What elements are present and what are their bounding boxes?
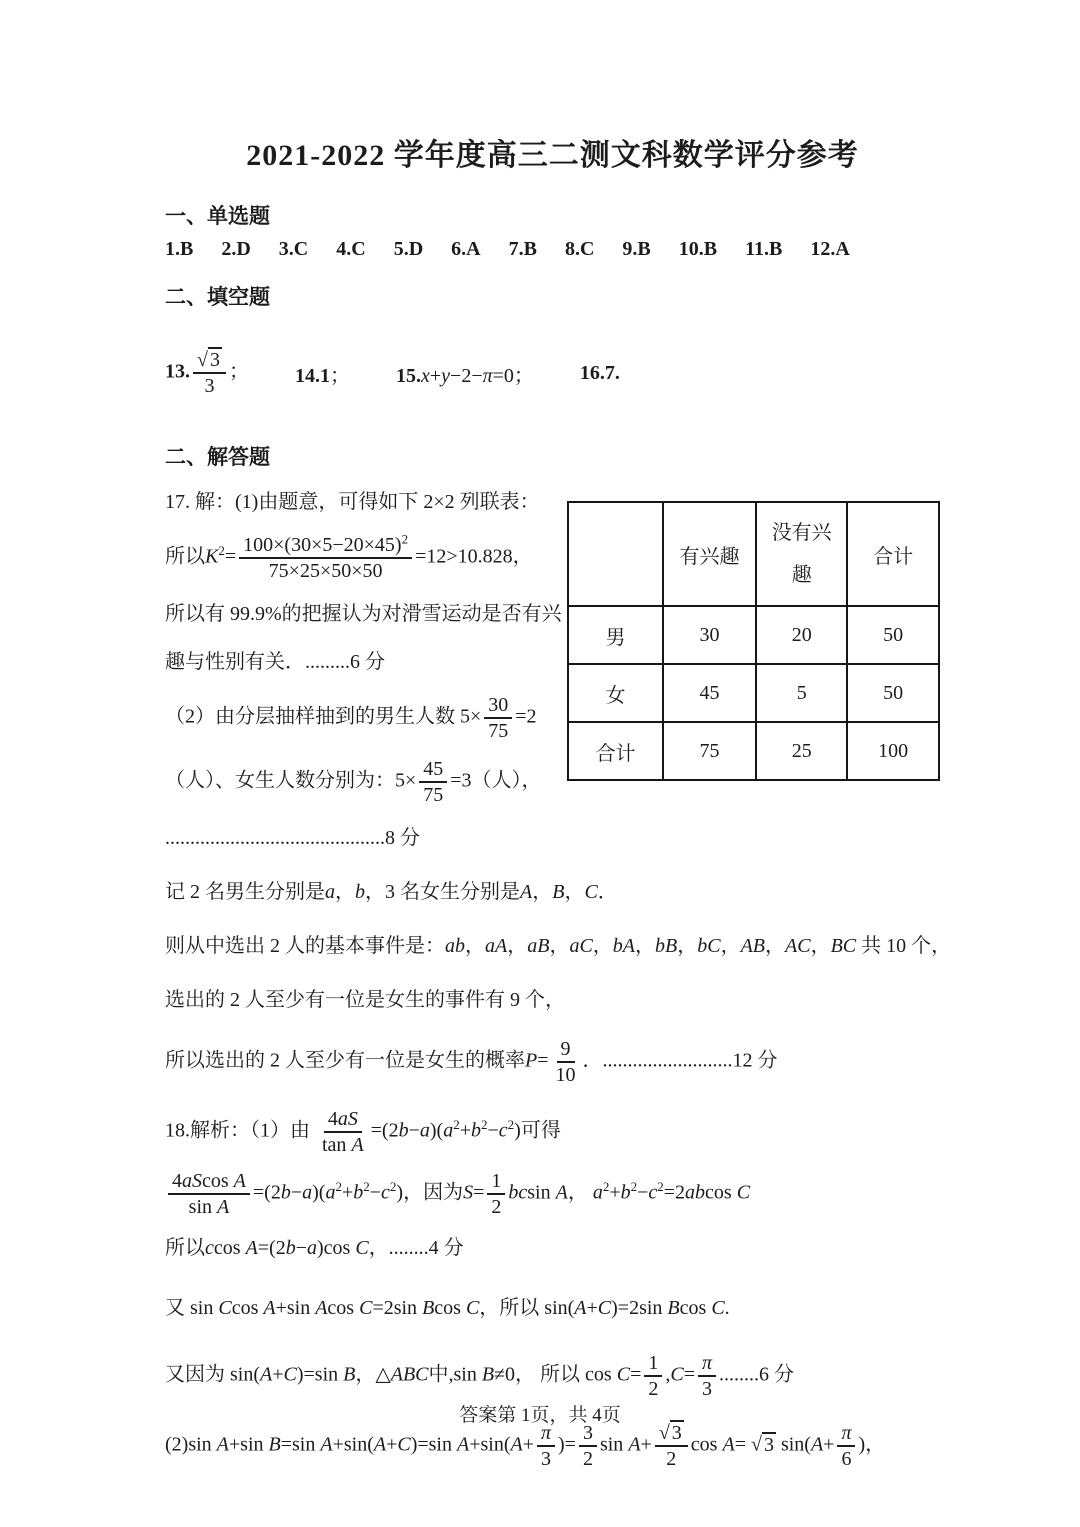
mcq-answer-11: 12.A (810, 238, 850, 260)
contingency-table (567, 501, 940, 781)
q17-line-girls: （人）、女生人数分别为：5× $\frac{45}{75}$ =3（人）， (165, 758, 542, 806)
table-row-total (568, 722, 939, 780)
page-title: 2021-2022 学年度高三二测文科数学评分参考 (246, 139, 859, 172)
q17-line-concl-2: 趣与性别有关．.........6 分 (165, 651, 385, 673)
q17-line-events: 则从中选出 2 人的基本事件是：ab，aA，aB，aC，bA，bB，bC，AB，AC，BC 共 10 个， (165, 935, 952, 957)
section-heading-solve: 二、解答题 (165, 445, 270, 469)
cell-male-label: 男 (568, 606, 663, 664)
mcq-answer-1: 2.D (221, 238, 251, 260)
table-header-notinterested: 没有兴趣 (756, 502, 847, 606)
q17-line-intro: 17. 解：(1)由题意，可得如下 2×2 列联表： (165, 491, 540, 513)
mcq-answer-8: 9.B (622, 238, 651, 260)
fill-answer-0: 13. $\frac{√ 3}{3}$ ； (165, 349, 249, 397)
q17-line-count9: 选出的 2 人至少有一位是女生的事件有 9 个， (165, 989, 565, 1011)
question-17-region (165, 485, 940, 869)
mcq-answer-6: 7.B (508, 238, 537, 260)
section-heading-mcq: 一、单选题 (165, 204, 270, 228)
cell-total-interested: 75 (663, 722, 756, 780)
q17-line-8pts: ............................................8 分 (165, 827, 420, 849)
cell-female-total: 50 (847, 664, 939, 722)
q17-line-concl-1: 所以有 99.9%的把握认为对滑雪运动是否有兴 (165, 603, 562, 625)
cell-female-notinterested: 5 (756, 664, 847, 722)
table-row-female (568, 664, 939, 722)
table-header-total: 合计 (847, 502, 939, 606)
q18-line-5: 又因为 sin(A+C)=sin B，△ABC中,sin B≠0， 所以 cos C= $\frac{1}{2}$ ,C= $\frac{\pi}{3}$ ........6 分 (165, 1352, 794, 1400)
q18-line-1: 18.解析：（1）由 $\frac{4aS}{\text{tan A}}$ $=(2b-a)(a^2+b^2-c^2)$可得 (165, 1108, 561, 1156)
mcq-answer-0: 1.B (165, 238, 194, 260)
q18-line-2: $\frac{\text{4aScos A}}{\text{sin A}}$ $=(2b-a)(a^2+b^2-c^2)$，因为S= $\frac{1}{2}$ bcsin A， $a^2+b^2-c^2=2abcos$ C (165, 1169, 940, 1219)
table-header-empty (568, 502, 663, 606)
q17-line-boys: （2）由分层抽样抽到的男生人数 5× $\frac{30}{75}$ =2 (165, 694, 537, 742)
contingency-table-wrap (567, 501, 940, 781)
cell-male-total: 50 (847, 606, 939, 664)
fill-answer-1: 14.1； (294, 364, 350, 387)
mcq-answer-2: 3.C (278, 238, 309, 260)
cell-total-notinterested: 25 (756, 722, 847, 780)
fill-answer-2: 15.x+y−2−π=0； (395, 364, 534, 387)
mcq-answer-3: 4.C (336, 238, 366, 260)
table-header-interested: 有兴趣 (663, 502, 756, 606)
cell-male-interested: 30 (663, 606, 756, 664)
mcq-answer-5: 6.A (451, 238, 481, 260)
section-heading-fill: 二、填空题 (165, 285, 270, 309)
q17-line-naming: 记 2 名男生分别是a，b，3 名女生分别是A，B，C． (165, 881, 618, 903)
mcq-answer-9: 10.B (678, 238, 718, 260)
mcq-answer-7: 8.C (564, 238, 595, 260)
q17-line-prob: 所以选出的 2 人至少有一位是女生的概率P= $\frac{9}{10}$ ．..........................12 分 (165, 1038, 778, 1086)
q18-line-3: 所以ccos A=(2b−a)cos C，........4 分 (165, 1237, 464, 1259)
table-row-male (568, 606, 939, 664)
cell-total-total: 100 (847, 722, 939, 780)
cell-male-notinterested: 20 (756, 606, 847, 664)
table-header-row (568, 502, 939, 606)
cell-total-label: 合计 (568, 722, 663, 780)
fill-answer-3: 16.7. (579, 361, 620, 384)
mcq-answers-row (165, 238, 940, 261)
question-17-text-column (165, 485, 567, 869)
cell-female-label: 女 (568, 664, 663, 722)
page-footer: 答案第 1页，共 4页 (459, 1405, 621, 1426)
mcq-answer-10: 11.B (745, 238, 783, 260)
cell-female-interested: 45 (663, 664, 756, 722)
fill-answers-row (165, 327, 940, 419)
q18-line-6: (2)sin A+sin B=sin A+sin(A+C)=sin A+sin(A+ $\frac{\pi}{3}$ )= $\frac{3}{2}$ sin A+ $\frac{√ 3}{2}$ cos A= √ 3 sin(A+ $\frac{\pi}{6}$ )， (165, 1422, 886, 1470)
q18-line-4: 又 sin Ccos A+sin Acos C=2sin Bcos C，所以 sin(A+C)=2sin Bcos C. (165, 1297, 730, 1319)
mcq-answer-4: 5.D (393, 238, 424, 260)
q17-line-k2: 所以$K^2=$ $\frac{100\times(30\times 5-20\times 45)^2}{75\times 25\times 50\times 50}$ =12>10.828， (165, 531, 533, 582)
